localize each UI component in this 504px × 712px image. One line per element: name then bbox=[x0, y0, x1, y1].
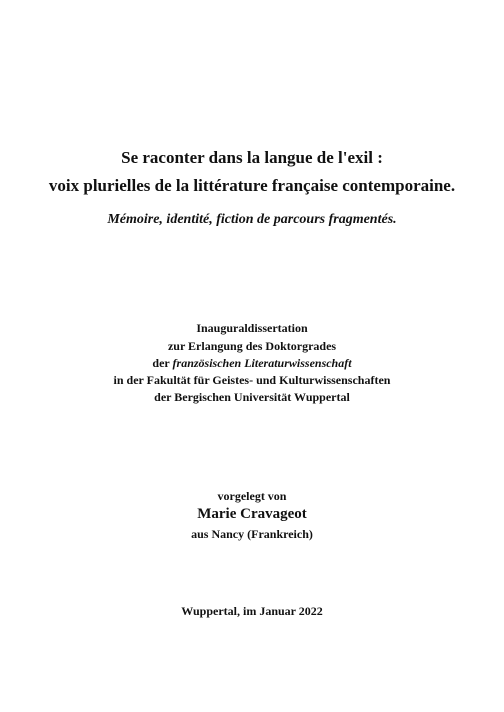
dissertation-type: Inauguraldissertation bbox=[196, 321, 308, 335]
author-origin: aus Nancy (Frankreich) bbox=[191, 527, 313, 541]
degree-line: zur Erlangung des Doktorgrades bbox=[167, 339, 337, 353]
subtitle: Mémoire, identité, fiction de parcours fragmentés. bbox=[107, 212, 397, 227]
discipline-prefix: der bbox=[152, 356, 173, 370]
discipline-name: französischen Literaturwissenschaft bbox=[172, 356, 352, 370]
discipline-line bbox=[0, 357, 504, 369]
faculty-line: in der Fakultät für Geistes- und Kulturwissenschaften bbox=[113, 373, 391, 387]
presented-by: vorgelegt von bbox=[217, 489, 287, 503]
title-line-1: Se raconter dans la langue de l'exil : bbox=[121, 148, 383, 167]
place-date: Wuppertal, im Januar 2022 bbox=[181, 604, 323, 618]
title-line-2: voix plurielles de la littérature française contemporaine. bbox=[48, 176, 456, 195]
university-line: der Bergischen Universität Wuppertal bbox=[154, 390, 350, 404]
author-name: Marie Cravageot bbox=[197, 506, 307, 522]
